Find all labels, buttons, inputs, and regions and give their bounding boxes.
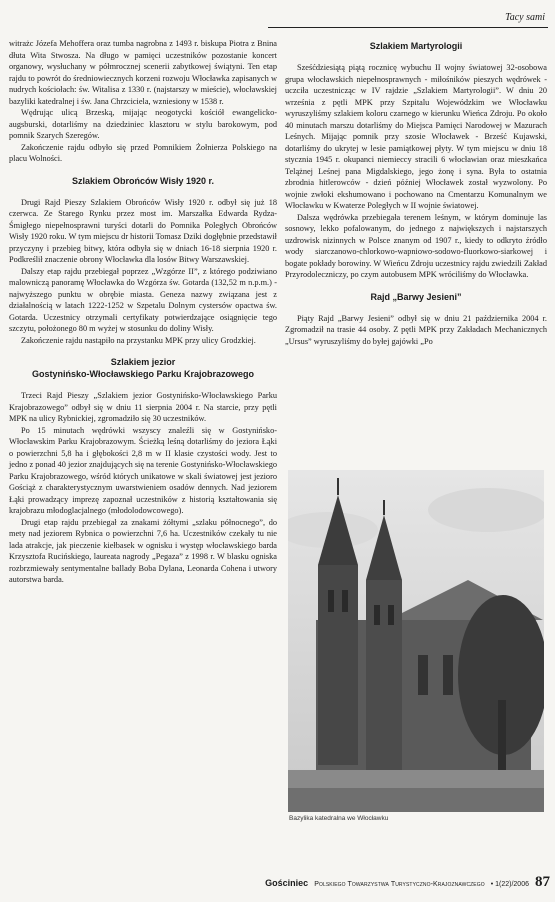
section-heading-line: Szlakiem jezior [110, 357, 176, 367]
page-footer [240, 874, 550, 891]
article-paragraph: Drugi Rajd Pieszy Szlakiem Obrońców Wisły 1920 r. odbył się już 18 czerwca. Ze Starego Rynku przez most im. Marszałka Edwarda Rydza-Śmigłego niepełnosprawni turyści dotarli do Pomnika Poległych Obrońców Wisły 1920 roku. W tym miejscu dr historii Tomasz Dziki dogłębnie przedstawił przyczyny i przebieg bitwy, która odbyła się w dniach 16-18 sierpnia 1920 r. Podkreślił znaczenie obrony Włocławka dla losów Bitwy Warszawskiej. [9, 197, 277, 264]
page-number: 87 [535, 874, 550, 890]
photo-caption: Bazylika katedralna we Włocławku [289, 815, 389, 822]
organization-name: Polskiego Towarzystwa Turystyczno-Krajoznawczego [314, 881, 485, 888]
article-paragraph: Sześćdziesiątą piątą rocznicę wybuchu II wojny światowej 32-osobowa grupa włocławskich niepełnosprawnych - miłośników pieszych wędrówek - uczciła uczestnicząc w IV rajdzie „Szlakiem Martyrologii”. W dniu 20 września z pętli MPK przy Szpitalu Wojewódzkim we Włocławku wyruszyliśmy szlakiem koloru czarnego w kierunku Wieńca Zdroju. Po około 40 minutach marszu dotarliśmy do Miejsca Pamięci Narodowej w Mazurach Leśnych. Mijając pomnik przy szosie Włocławek - Brześć Kujawski, dotarliśmy do ukrytej w lesie pamiątkowej płyty. W tym miejscu w dniu 18 stycznia 1945 r. okupanci niemieccy stracili 6 włocławian oraz mieszkańca Telążnej Leśnej pana Migdalskiego, jego żonę i syna. Była to ostatnia zbrodnia hitlerowców - dzień później Włocławek został wyzwolony. Po wojnie zwłoki ekshumowano i pochowano na Cmentarzu Komunalnym we Włocławku w Kwaterze Poległych w II wojnie światowej. [285, 63, 547, 210]
cathedral-illustration [288, 470, 544, 812]
article-paragraph: Dalsza wędrówka przebiegała terenem leśnym, w którym dominuje las sosnowy, lekko pofalowanym, do jednego z największych i najstarszych uzdrowisk nizinnych w Polsce znanym od 1907 r., kiedy to odkryto źródło wody siarczanowo-chlorkowo-wapniowo-sodowo-fluorkowo-siarkowej i bogate pokłady borowiny. W Wieńcu Zdroju uczestnicy rajdu zwiedzili Zakład Przyrodoleczniczy, po czym autobusem MPK wróciliśmy do Włocławka. [285, 212, 547, 279]
section-heading-martyrologii: Szlakiem Martyrologii [369, 41, 463, 51]
article-paragraph: Piąty Rajd „Barwy Jesieni” odbył się w dniu 21 października 2004 r. Zgromadził na trasie 44 osoby. Z pętli MPK przy Zakładach Mechanicznych „Ursus” wyruszyliśmy do byłej gajówki „Po [285, 313, 547, 346]
article-paragraph: Dalszy etap rajdu przebiegał poprzez „Wzgórze II”, z którego podziwiano malowniczą panoramę Włocławka do Wzgórza św. Gotarda (132,52 m n.p.m.) - najwyższego punktu w obrębie miasta. Geneza nazwy związana jest z działalnością w latach 1222-1252 w Szpetalu Dolnym cystersów opactwa św. Gotarda. Uczestnicy otrzymali certyfikaty potwierdzające osiągnięcie tego szczytu, położonego 80 m wyżej w stosunku do doliny Wisły. [9, 266, 277, 333]
article-paragraph: Po 15 minutach wędrówki wszyscy znaleźli się w Gostynińsko-Włocławskim Parku Krajobrazowym. Ścieżką leśną dotarliśmy do jeziora Łąki o powierzchni 5,8 ha i głębokości 2,8 m w II klasie czystości wody. Jest to jedno z ponad 40 jezior znajdujących się na terenie Gostynińsko-Włocławskiego Parku Krajobrazowego, wśród których unikatowe w skali światowej jest jezioro Gościąż z charakterystycznym uwarstwieniem osadów dennych. Nad jeziorem Łąki prowadzący imprezę zapoznał uczestników z historią kształtowania się krajobrazu młodoglacjalnego (młodolodowcowego). [9, 425, 277, 515]
intro-paragraph: Wędrując ulicą Brzeską, mijając neogotycki kościół ewangelicko-augsburski, dotarliśmy na dziedziniec klasztoru w stylu barokowym, pod pomnik Szarych Szeregów. [9, 108, 277, 140]
intro-paragraph: witrażc Józefa Mehoffera oraz tumba nagrobna z 1493 r. biskupa Piotra z Bnina dłuta Wita Stwosza. Na długo w pamięci uczestników pozostanie koncert organowy, wysłuchany w półmrocznej scenerii zabytkowej świątyni. Ten etap rajdu to powrót do średniowiecznych korzeni rozwoju Włocławka zapisanych w nudrych kościołach: św. Witalisa z 1330 r. (najstarszy w mieście), włocławskiej bazyliki katedralnej i św. Jana Chrzciciela, wzniesiony w 1538 r. [9, 39, 277, 106]
article-paragraph: Trzeci Rajd Pieszy „Szlakiem jezior Gostynińsko-Włocławskiego Parku Krajobrazowego” odbył się w dniu 11 sierpnia 2004 r. Na starcie, przy pętli MPK na ulicy Rybnickiej, zgromadziło się 30 uczestników. [9, 391, 277, 423]
section-heading-obroncow-wisly: Szlakiem Obrońców Wisły 1920 r. [72, 175, 214, 186]
issue-number: • 1(22)/2006 [490, 881, 529, 888]
article-paragraph: Zakończenie rajdu nastąpiło na przystanku MPK przy ulicy Grodzkiej. [21, 335, 256, 345]
intro-paragraph: Zakończenie rajdu odbyło się przed Pomnikiem Żołnierza Polskiego na placu Wolności. [9, 142, 277, 163]
right-column [285, 38, 547, 347]
left-column [9, 38, 277, 586]
section-heading-barwy-jesieni: Rajd „Barwy Jesieni” [370, 291, 462, 302]
header-rule [268, 27, 548, 28]
section-header-title: Tacy sami [505, 12, 545, 23]
section-heading-jezior [9, 356, 277, 380]
article-paragraph: Drugi etap rajdu przebiegał za znakami żółtymi „szlaku północnego”, do mety nad jeziorem Rybnica o powierzchni 7,6 ha. Uczestników czekały tu nie lada atrakcje, jak pieczenie kiełbasek w ognisku i występ włocławskiego barda Krzysztofa Rucińskiego, laureata nagrody „Pegaza” z 1998 r. W blasku ogniska rozbrzmiewały sentymentalne ballady Boba Dylana, Leonarda Cohena i utwory autorstwa barda. [9, 517, 277, 584]
cathedral-photo [288, 470, 544, 812]
magazine-title: Gościniec [265, 878, 309, 888]
section-heading-line: Gostynińsko-Włocławskiego Parku Krajobrazowego [31, 369, 255, 379]
